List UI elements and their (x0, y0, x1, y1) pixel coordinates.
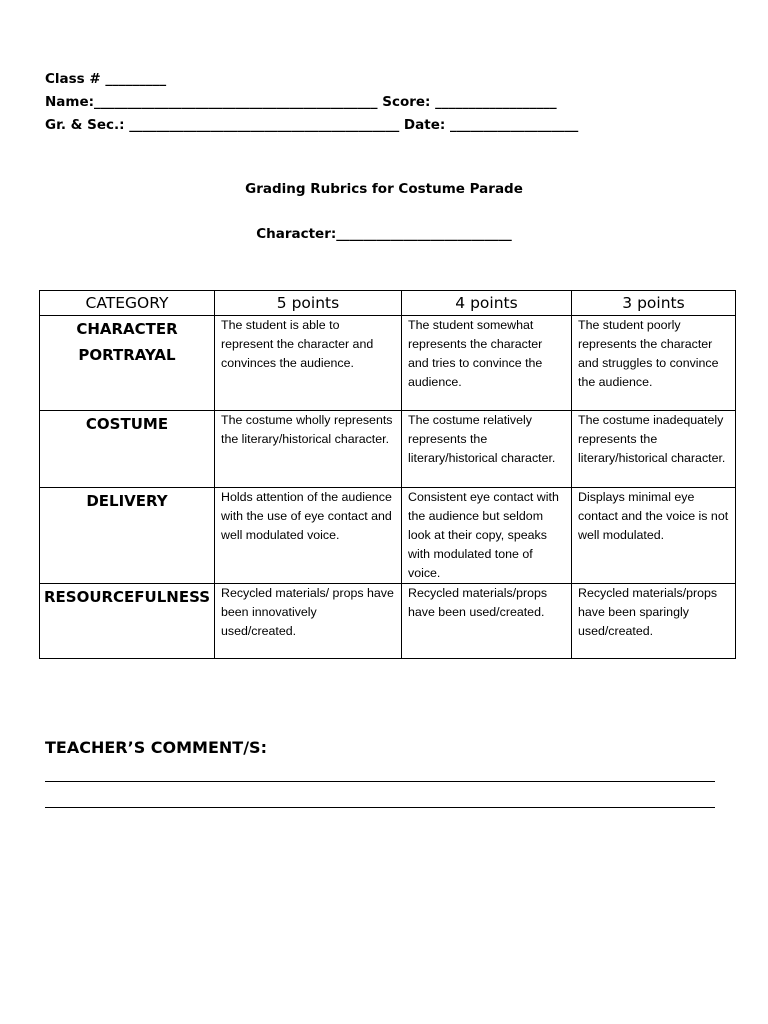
criterion-cell: The costume relatively represents the literary/historical character. (402, 411, 572, 488)
criterion-cell: Recycled materials/props have been used/created. (402, 584, 572, 659)
criterion-cell: Consistent eye contact with the audience but seldom look at their copy, speaks with modulated tone of voice. (402, 488, 572, 584)
teacher-comment-label: TEACHER’S COMMENT/S: (45, 738, 267, 757)
criterion-cell: The costume inadequately represents the literary/historical character. (572, 411, 736, 488)
header-4-points: 4 points (402, 291, 572, 316)
rubric-header-row (40, 291, 736, 316)
criterion-cell: The student poorly represents the character and struggles to convince the audience. (572, 316, 736, 411)
comment-line (45, 807, 715, 808)
document-title: Grading Rubrics for Costume Parade (245, 181, 523, 197)
comment-line (45, 781, 715, 782)
criterion-cell: Holds attention of the audience with the use of eye contact and well modulated voice. (215, 488, 402, 584)
criterion-cell: The student is able to represent the character and convinces the audience. (215, 316, 402, 411)
rubric-table (39, 290, 736, 659)
name-score-field: Name:__________________________________________ Score: __________________ (45, 94, 557, 110)
header-3-points: 3 points (572, 291, 736, 316)
header-category: CATEGORY (40, 291, 215, 316)
character-field: Character:__________________________ (256, 226, 512, 242)
category-resourcefulness: RESOURCEFULNESS (40, 584, 215, 659)
header-5-points: 5 points (215, 291, 402, 316)
criterion-cell: The student somewhat represents the character and tries to convince the audience. (402, 316, 572, 411)
category-character-portrayal: CHARACTER PORTRAYAL (40, 316, 215, 411)
table-row (40, 488, 736, 584)
criterion-cell: The costume wholly represents the literary/historical character. (215, 411, 402, 488)
criterion-cell: Recycled materials/props have been sparingly used/created. (572, 584, 736, 659)
grade-section-date-field: Gr. & Sec.: ________________________________________ Date: ___________________ (45, 117, 579, 133)
class-number-field: Class # _________ (45, 71, 167, 87)
table-row (40, 584, 736, 659)
table-row (40, 411, 736, 488)
criterion-cell: Displays minimal eye contact and the voice is not well modulated. (572, 488, 736, 584)
category-costume: COSTUME (40, 411, 215, 488)
category-delivery: DELIVERY (40, 488, 215, 584)
criterion-cell: Recycled materials/ props have been innovatively used/created. (215, 584, 402, 659)
table-row (40, 316, 736, 411)
